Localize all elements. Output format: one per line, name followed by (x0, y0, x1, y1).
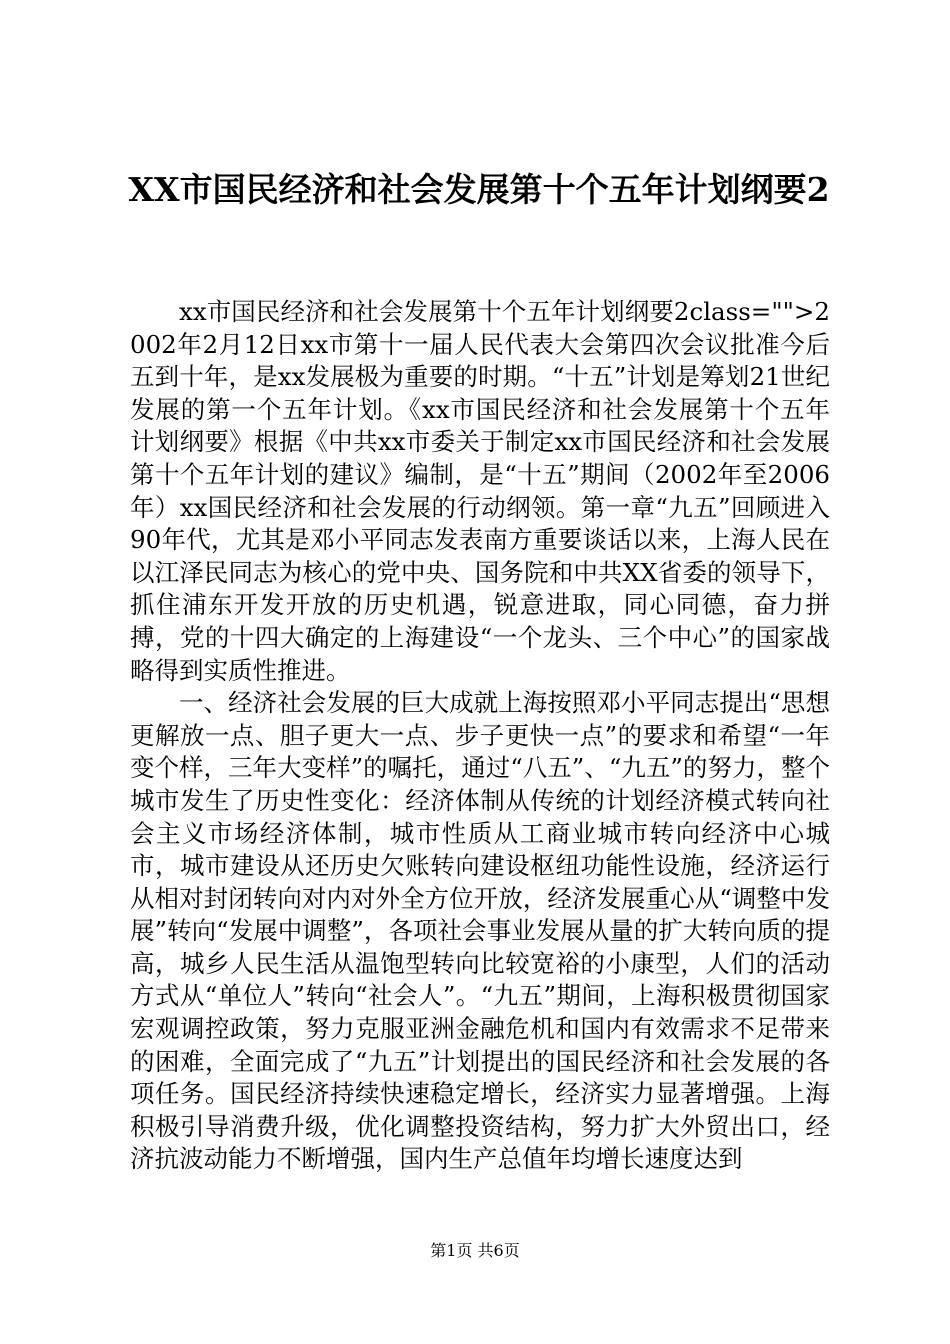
page-footer: 第1页 共6页 (430, 1241, 520, 1260)
paragraph-2: 一、经济社会发展的巨大成就上海按照邓小平同志提出“思想更解放一点、胆子更大一点、步子更快一点”的要求和希望“一年变个样，三年大变样”的嘱托，通过“八五”、“九五”的努力，整个城市发生了历史性变化：经济体制从传统的计划经济模式转向社会主义市场经济体制，城市性质从工商业城市转向经济中心城市，城市建设从还历史欠账转向建设枢纽功能性设施，经济运行从相对封闭转向对内对外全方位开放，经济发展重心从“调整中发展”转向“发展中调整”，各项社会事业发展从量的扩大转向质的提高，城乡人民生活从温饱型转向比较宽裕的小康型，人们的活动方式从“单位人”转向“社会人”。“九五”期间，上海积极贯彻国家宏观调控政策，努力克服亚洲金融危机和国内有效需求不足带来的困难，全面完成了“九五”计划提出的国民经济和社会发展的各项任务。国民经济持续快速稳定增长，经济实力显著增强。上海积极引导消费升级，优化调整投资结构，努力扩大外贸出口，经济抗波动能力不断增强，国内生产总值年均增长速度达到 (130, 688, 830, 1174)
document-body (130, 296, 830, 1176)
paragraph-1: xx市国民经济和社会发展第十个五年计划纲要2class="">2002年2月12日xx市第十一届人民代表大会第四次会议批准今后五到十年，是xx发展极为重要的时期。“十五”计划是筹划21世纪发展的第一个五年计划。《xx市国民经济和社会发展第十个五年计划纲要》根据《中共xx市委关于制定xx市国民经济和社会发展第十个五年计划的建议》编制，是“十五”期间（2002年至2006年）xx国民经济和社会发展的行动纲领。第一章“九五”回顾进入90年代，尤其是邓小平同志发表南方重要谈话以来，上海人民在以江泽民同志为核心的党中央、国务院和中共XX省委的领导下，抓住浦东开发开放的历史机遇，锐意进取，同心同德，奋力拼搏，党的十四大确定的上海建设“一个龙头、三个中心”的国家战略得到实质性推进。 (130, 297, 830, 685)
document-title: XX市国民经济和社会发展第十个五年计划纲要2 (128, 170, 830, 209)
